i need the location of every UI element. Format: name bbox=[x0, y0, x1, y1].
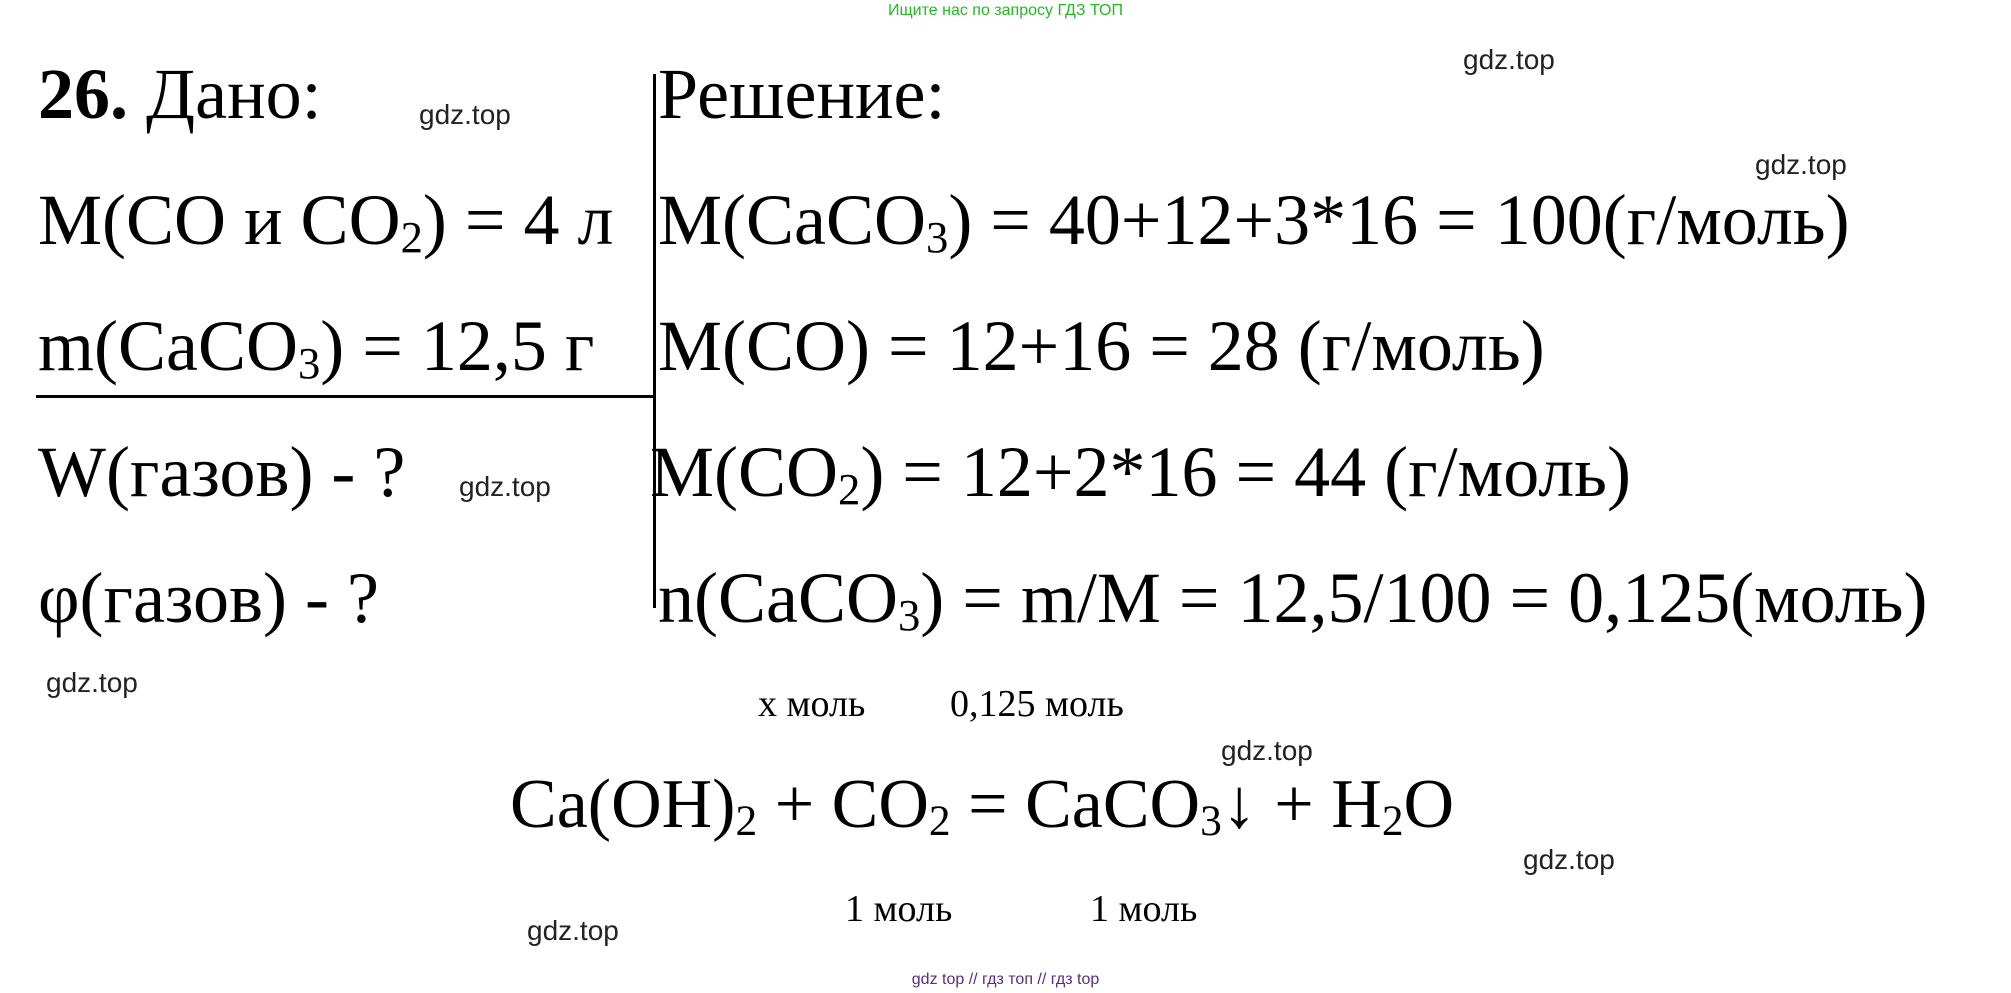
given-line-volume-text-end: ) = 4 л bbox=[422, 180, 614, 260]
given-divider-line bbox=[36, 395, 655, 398]
solution-line-4-text: n(CaCO bbox=[658, 558, 898, 638]
reaction-sub-4: 2 bbox=[1381, 796, 1404, 845]
watermark: gdz.top bbox=[419, 99, 511, 130]
solution-line-3-text-end: ) = 12+2*16 = 44 (г/моль) bbox=[860, 432, 1631, 512]
watermark: gdz.top bbox=[527, 915, 619, 946]
given-line-volume-sub: 2 bbox=[400, 212, 423, 263]
given-line-mass-sub: 3 bbox=[297, 338, 321, 389]
reaction-part-3: = CaCO bbox=[950, 766, 1201, 843]
find-volume-fraction: φ(газов) - ? bbox=[38, 558, 379, 638]
watermark: gdz.top bbox=[1221, 735, 1313, 766]
solution-line-amount-caco3 bbox=[658, 558, 1928, 641]
reaction-below-right: 1 моль bbox=[1090, 888, 1198, 930]
watermark: gdz.top bbox=[1463, 44, 1555, 75]
given-line-mass-text-end: ) = 12,5 г bbox=[320, 306, 595, 386]
watermark: gdz.top bbox=[459, 471, 551, 502]
reaction-above-left: x моль bbox=[758, 683, 866, 725]
solution-title: Решение: bbox=[658, 54, 946, 134]
solution-line-molar-co: M(CO) = 12+16 = 28 (г/моль) bbox=[658, 306, 1545, 386]
reaction-part-4: + H bbox=[1256, 766, 1382, 843]
solution-line-1-text-end: ) = 40+12+3*16 = 100(г/моль) bbox=[948, 180, 1850, 260]
solution-line-molar-co2 bbox=[650, 432, 1631, 515]
footer-links[interactable]: gdz top // гдз топ // гдз top bbox=[911, 971, 1100, 988]
solution-line-3-text: M(CO bbox=[650, 432, 839, 512]
reaction-sub-1: 2 bbox=[735, 796, 758, 845]
problem-heading bbox=[38, 54, 322, 134]
solution-line-1-text: M(CaCO bbox=[658, 180, 926, 260]
solution-line-3-sub: 2 bbox=[838, 464, 861, 515]
reaction-sub-2: 2 bbox=[928, 796, 951, 845]
given-title: Дано: bbox=[146, 54, 322, 134]
solution-divider-line bbox=[653, 74, 656, 608]
solution-line-molar-caco3 bbox=[658, 180, 1850, 263]
given-line-volume bbox=[38, 180, 614, 263]
reaction-part-2: + CO bbox=[757, 766, 929, 843]
watermark: gdz.top bbox=[1523, 844, 1615, 875]
reaction-part-5: O bbox=[1403, 766, 1455, 843]
given-line-volume-text: M(CO и CO bbox=[38, 180, 401, 260]
watermark: gdz.top bbox=[46, 667, 138, 698]
reaction-above-right: 0,125 моль bbox=[950, 683, 1124, 725]
find-mass-fraction: W(газов) - ? bbox=[38, 432, 406, 512]
reaction-part-1: Ca(OH) bbox=[510, 766, 736, 843]
problem-number: 26. bbox=[38, 54, 128, 134]
search-hint-link[interactable]: Ищите нас по запросу ГДЗ ТОП bbox=[888, 2, 1123, 19]
given-line-mass bbox=[38, 306, 595, 389]
given-line-mass-text: m(CaCO bbox=[38, 306, 298, 386]
precipitate-arrow-icon: ↓ bbox=[1221, 766, 1257, 843]
watermark: gdz.top bbox=[1755, 149, 1847, 180]
reaction-sub-3: 3 bbox=[1200, 796, 1222, 845]
solution-line-4-text-end: ) = m/M = 12,5/100 = 0,125(моль) bbox=[920, 558, 1928, 638]
solution-line-4-sub: 3 bbox=[897, 590, 921, 641]
reaction-below-left: 1 моль bbox=[845, 888, 953, 930]
reaction-equation bbox=[510, 766, 1455, 845]
solution-line-1-sub: 3 bbox=[926, 212, 949, 263]
